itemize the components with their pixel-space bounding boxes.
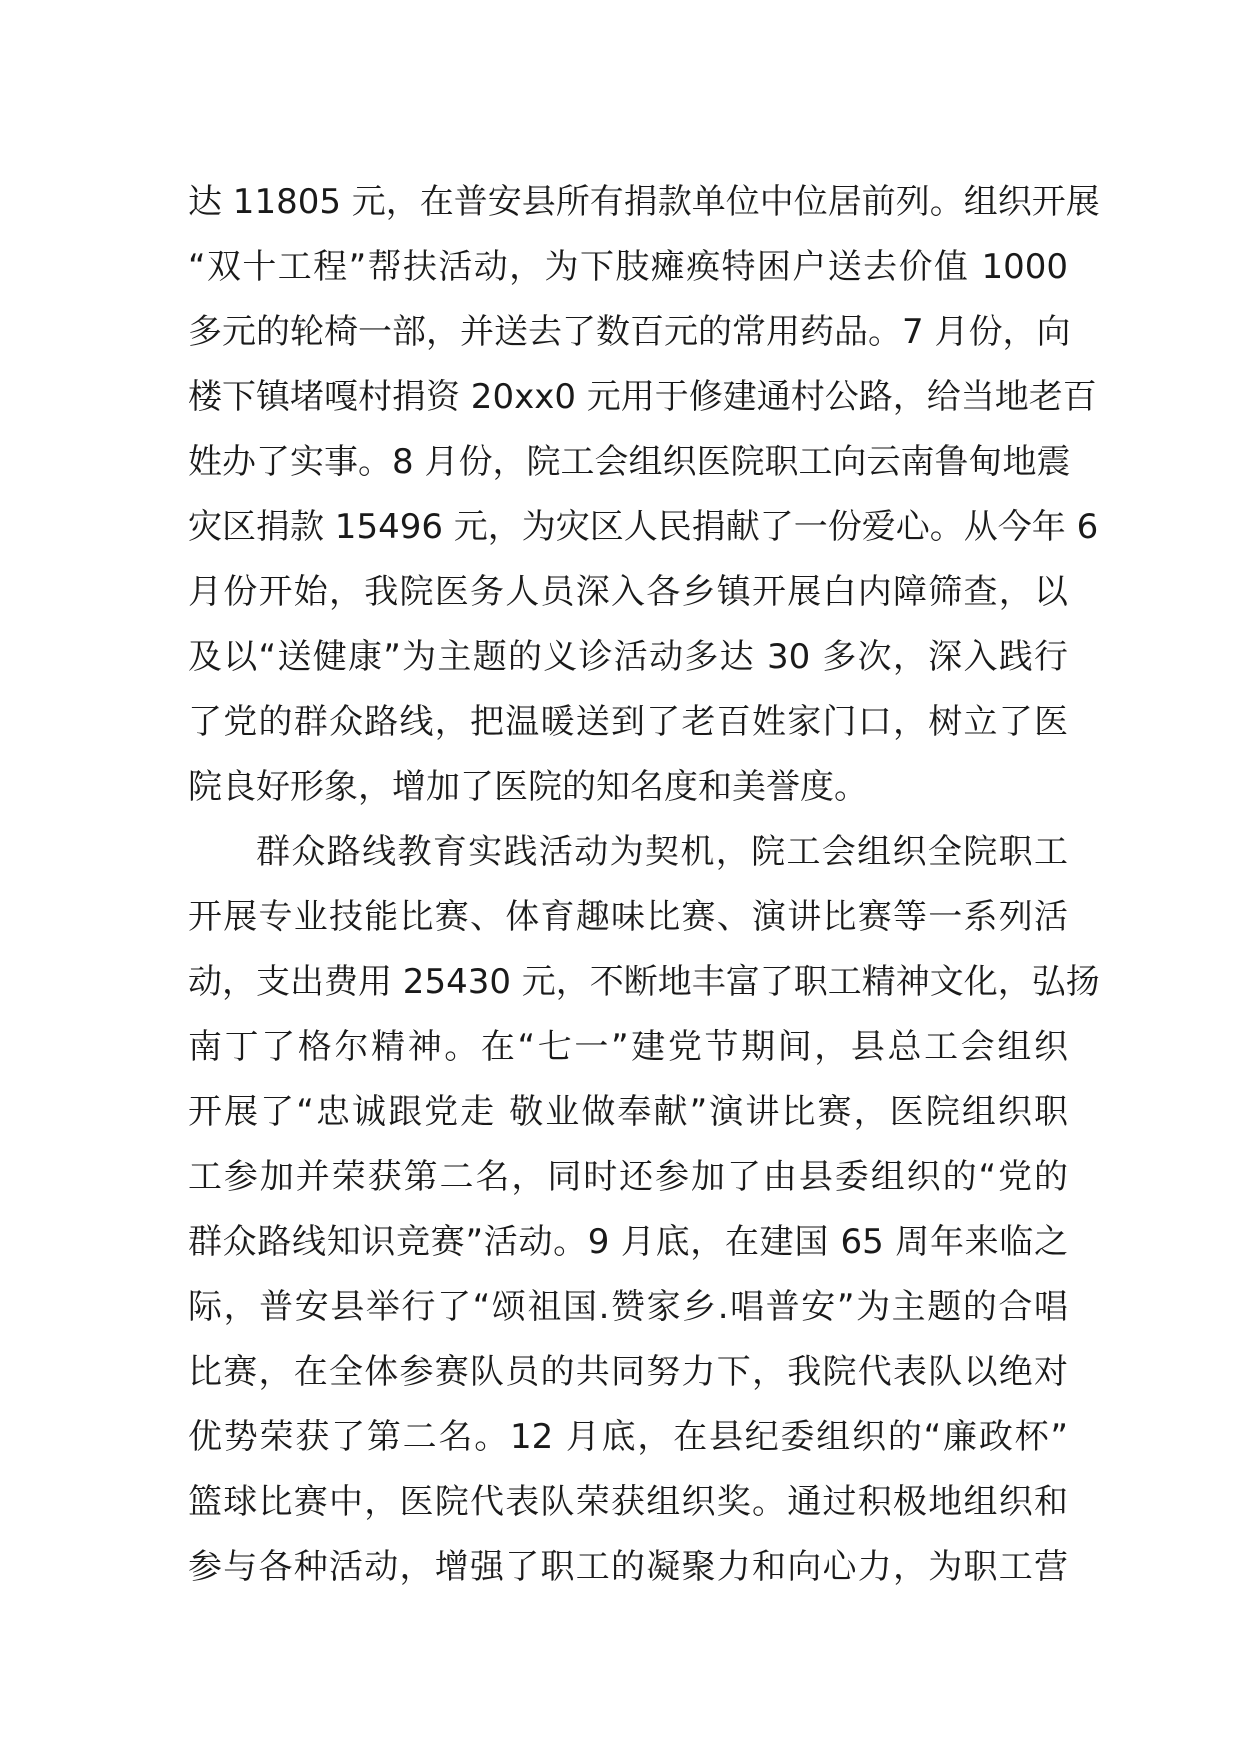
text-line: 南丁了格尔精神。在“七一”建党节期间，县总工会组织 xyxy=(188,1027,1068,1067)
text-line: 群众路线教育实践活动为契机，院工会组织全院职工 xyxy=(256,832,1068,872)
text-line: 优势荣获了第二名。12 月底，在县纪委组织的“廉政杯” xyxy=(188,1417,1068,1457)
paragraph-donations xyxy=(188,170,1100,820)
text-line: 达 11805 元，在普安县所有捐款单位中位居前列。组织开展 xyxy=(188,182,1100,222)
text-line: 工参加并荣获第二名，同时还参加了由县委组织的“党的 xyxy=(188,1157,1068,1197)
text-line: 际，普安县举行了“颂祖国.赞家乡.唱普安”为主题的合唱 xyxy=(188,1287,1068,1327)
text-line: 参与各种活动，增强了职工的凝聚力和向心力，为职工营 xyxy=(188,1547,1068,1587)
body-text xyxy=(188,170,1100,1600)
text-line: 了党的群众路线，把温暖送到了老百姓家门口，树立了医 xyxy=(188,702,1068,742)
text-line: 灾区捐款 15496 元，为灾区人民捐献了一份爱心。从今年 6 xyxy=(188,507,1099,547)
text-line: 动，支出费用 25430 元，不断地丰富了职工精神文化，弘扬 xyxy=(188,962,1100,1002)
text-line: 及以“送健康”为主题的义诊活动多达 30 多次，深入践行 xyxy=(188,637,1068,677)
text-line: 院良好形象，增加了医院的知名度和美誉度。 xyxy=(188,767,868,807)
text-line: 开展了“忠诚跟党走 敬业做奉献”演讲比赛，医院组织职 xyxy=(188,1092,1068,1132)
text-line: 楼下镇堵嘎村捐资 20xx0 元用于修建通村公路，给当地老百 xyxy=(188,377,1097,417)
text-line: 月份开始，我院医务人员深入各乡镇开展白内障筛查，以 xyxy=(188,572,1068,612)
text-line: “双十工程”帮扶活动，为下肢瘫痪特困户送去价值 1000 xyxy=(188,247,1068,287)
text-line: 篮球比赛中，医院代表队荣获组织奖。通过积极地组织和 xyxy=(188,1482,1068,1522)
paragraph-activities xyxy=(188,820,1100,1600)
text-line: 多元的轮椅一部，并送去了数百元的常用药品。7 月份，向 xyxy=(188,312,1071,352)
text-line: 群众路线知识竞赛”活动。9 月底，在建国 65 周年来临之 xyxy=(188,1222,1068,1262)
text-line: 开展专业技能比赛、体育趣味比赛、演讲比赛等一系列活 xyxy=(188,897,1068,937)
text-line: 比赛，在全体参赛队员的共同努力下，我院代表队以绝对 xyxy=(188,1352,1068,1392)
text-line: 姓办了实事。8 月份，院工会组织医院职工向云南鲁甸地震 xyxy=(188,442,1071,482)
